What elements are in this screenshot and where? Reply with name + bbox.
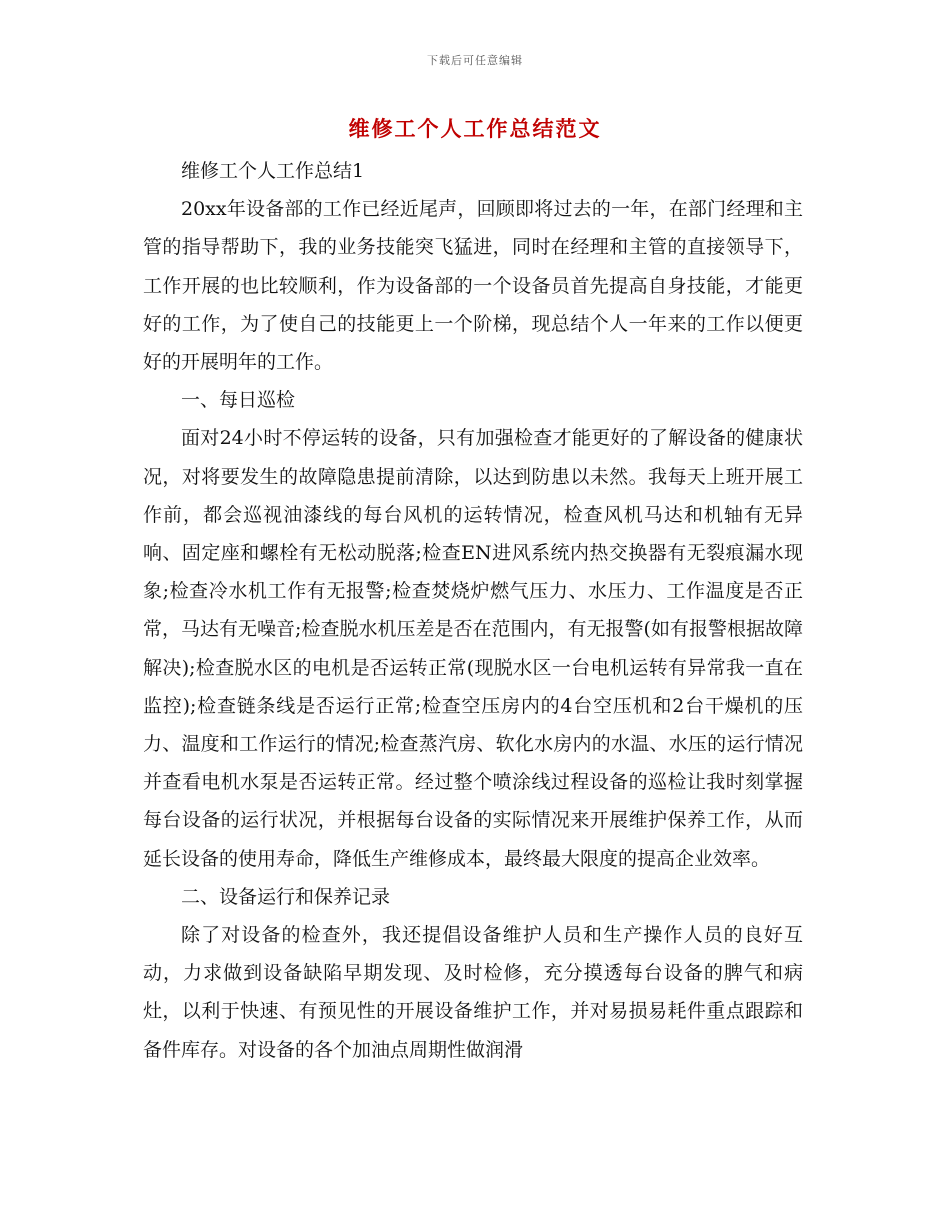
paragraph-intro: 20xx年设备部的工作已经近尾声，回顾即将过去的一年，在部门经理和主管的指导帮助下，我的业务技能突飞猛进，同时在经理和主管的直接领导下，工作开展的也比较顺利，作为设备部的一个设备员首先提高自身技能，才能更好的工作，为了使自己的技能更上一个阶梯，现总结个人一年来的工作以便更好的开展明年的工作。 bbox=[143, 198, 803, 374]
document-title: 维修工个人工作总结范文 bbox=[348, 116, 602, 141]
section-heading-daily-inspection: 一、每日巡检 bbox=[181, 389, 296, 412]
page-header: 下载后可任意编辑 bbox=[427, 54, 523, 67]
section-heading-summary: 维修工个人工作总结1 bbox=[181, 160, 365, 182]
paragraph-daily-inspection: 面对24小时不停运转的设备，只有加强检查才能更好的了解设备的健康状况，对将要发生的故障隐患提前清除，以达到防患以未然。我每天上班开展工作前，都会巡视油漆线的每台风机的运转情况，检查风机马达和机轴有无异响、固定座和螺栓有无松动脱落;检查EN进风系统内热交换器有无裂痕漏水现象;检查冷水机工作有无报警;检查焚烧炉燃气压力、水压力、工作温度是否正常，马达有无噪音;检查脱水机压差是否在范围内，有无报警(如有报警根据故障解决);检查脱水区的电机是否运转正常(现脱水区一台电机运转有异常我一直在监控);检查链条线是否运行正常;检查空压房内的4台空压机和2台干燥机的压力、温度和工作运行的情况;检查蒸汽房、软化水房内的水温、水压的运行情况并查看电机水泵是否运转正常。经过整个喷涂线过程设备的巡检让我时刻掌握每台设备的运行状况，并根据每台设备的实际情况来开展维护保养工作，从而延长设备的使用寿命，降低生产维修成本，最终最大限度的提高企业效率。 bbox=[143, 427, 803, 870]
document-body bbox=[143, 152, 803, 1069]
paragraph-maintenance-records: 除了对设备的检查外，我还提倡设备维护人员和生产操作人员的良好互动，力求做到设备缺陷早期发现、及时检修，充分摸透每台设备的脾气和病灶，以利于快速、有预见性的开展设备维护工作，并对易损易耗件重点跟踪和备件库存。对设备的各个加油点周期性做润滑 bbox=[143, 924, 803, 1061]
section-heading-maintenance-records: 二、设备运行和保养记录 bbox=[181, 885, 391, 908]
